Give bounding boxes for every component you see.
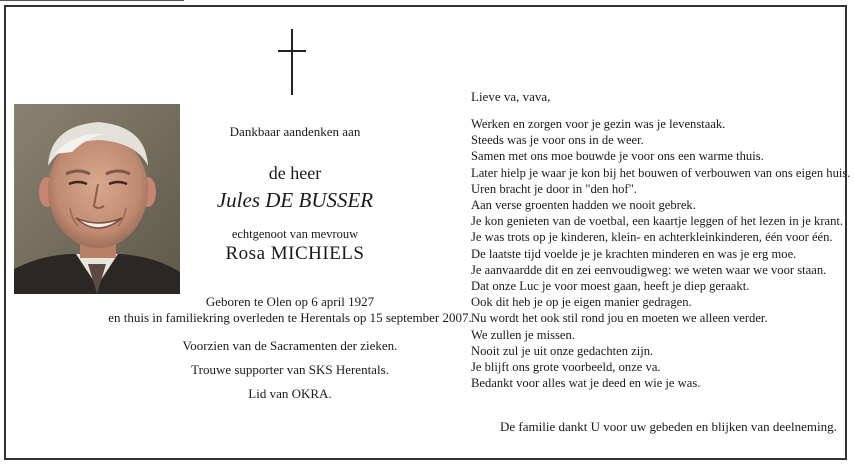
poem-line: Je blijft ons grote voorbeeld, onze va. [471, 360, 661, 375]
poem-line: Uren bracht je door in "den hof". [471, 181, 637, 196]
poem-greeting: Lieve va, vava, [471, 89, 551, 104]
poem-line: Bedankt voor alles wat je deed en wie je was. [471, 376, 701, 391]
poem-line: Dat onze Luc je voor moest gaan, heeft je diep geraakt. [471, 279, 750, 294]
portrait-photo [14, 104, 180, 294]
poem-line: Steeds was je voor ons in de weer. [471, 133, 644, 148]
poem-line: Nu wordt het ook stil rond jou en moeten we alleen verder. [471, 311, 768, 326]
poem-line: Nooit zul je uit onze gedachten zijn. [471, 343, 654, 358]
poem-line: Later hielp je waar je kon bij het bouwen of verbouwen van ons eigen huis. [471, 165, 851, 180]
deceased-name: Jules DE BUSSER [216, 188, 374, 212]
poem-line: Je kon genieten van de voetbal, een kaartje leggen of het lezen in je krant. [471, 214, 844, 229]
poem-line: Je aanvaardde dit en zei eenvoudigweg: we weten waar we voor staan. [471, 262, 827, 277]
cross-icon [277, 29, 307, 95]
poem-line: Werken en zorgen voor je gezin was je levenstaak. [471, 117, 726, 131]
birth-text: Geboren te Olen op 6 april 1927 [205, 294, 375, 309]
poem-line: De laatste tijd voelde je je krachten minderen en was je erg moe. [471, 246, 797, 261]
family-thanks: De familie dankt U voor uw gebeden en blijken van deelneming. [500, 419, 837, 434]
membership-text: Lid van OKRA. [248, 386, 332, 401]
poem-line: Je was trots op je kinderen, klein- en achterkleinkinderen, één voor één. [471, 230, 833, 245]
top-edge-line [0, 0, 184, 1]
spouse-line: echtgenoot van mevrouw [231, 227, 359, 241]
spouse-name: Rosa MICHIELS [225, 243, 365, 264]
poem-line: Samen met ons moe bouwde je voor ons een warme thuis. [471, 149, 764, 164]
poem-line: Ook dit heb je op je eigen manier gedragen. [471, 295, 692, 310]
title-text: de heer [268, 163, 322, 183]
supporter-text: Trouwe supporter van SKS Herentals. [191, 362, 389, 377]
sacraments-text: Voorzien van de Sacramenten der zieken. [182, 338, 398, 353]
death-text: en thuis in familiekring overleden te Herentals op 15 september 2007. [108, 310, 472, 325]
intro-text: Dankbaar aandenken aan [229, 124, 361, 139]
poem-lines [471, 116, 850, 391]
poem-line: We zullen je missen. [471, 327, 575, 342]
poem-line: Aan verse groenten hadden we nooit gebrek. [471, 198, 696, 213]
